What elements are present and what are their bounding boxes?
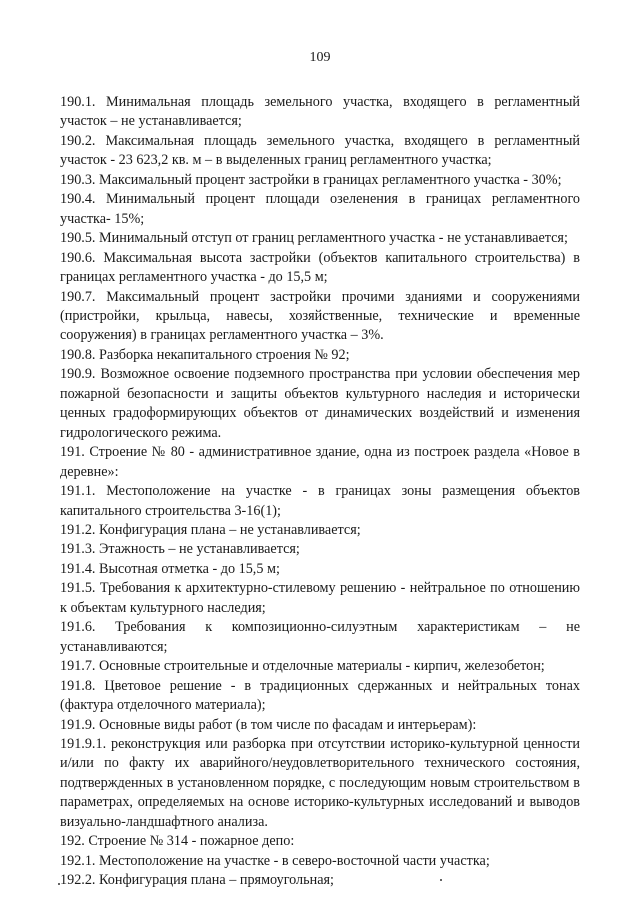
scan-speck: [58, 883, 60, 885]
paragraph-192-2: 192.2. Конфигурация плана – прямоугольная;: [60, 872, 334, 889]
paragraph-191-1: 191.1. Местоположение на участке - в границах зоны размещения объектов капитального строительства 3-16(1);: [60, 483, 580, 519]
paragraph-191-4: 191.4. Высотная отметка - до 15,5 м;: [60, 560, 280, 577]
paragraph-190-1: 190.1. Минимальная площадь земельного участка, входящего в регламентный участок – не устанавливается;: [60, 94, 580, 130]
scan-speck: [440, 879, 442, 881]
paragraph-190-2: 190.2. Максимальная площадь земельного участка, входящего в регламентный участок - 23 623,2 кв. м – в выделенных границ регламентного участка;: [60, 132, 580, 169]
paragraph-191-5: 191.5. Требования к архитектурно-стилевому решению - нейтральное по отношению к объектам культурного наследия;: [60, 580, 580, 616]
paragraph-191-3: 191.3. Этажность – не устанавливается;: [60, 541, 300, 558]
paragraph-190-3: 190.3. Максимальный процент застройки в границах регламентного участка - 30%;: [60, 171, 562, 188]
paragraph-192: 192. Строение № 314 - пожарное депо:: [60, 833, 295, 850]
paragraph-191: 191. Строение № 80 - административное здание, одна из построек раздела «Новое в деревне»:: [60, 444, 580, 480]
paragraph-191-8: 191.8. Цветовое решение - в традиционных сдержанных и нейтральных тонах (фактура отделочного материала);: [60, 677, 580, 714]
paragraph-190-5: 190.5. Минимальный отступ от границ регламентного участка - не устанавливается;: [60, 230, 568, 247]
paragraph-190-9: 190.9. Возможное освоение подземного пространства при условии обеспечения мер пожарной безопасности и защиты объектов культурного наследия и исторически ценных градоформирующих объектов от динамических воздействий и изменения гидрологического режима.: [60, 366, 580, 441]
paragraph-190-7: 190.7. Максимальный процент застройки прочими зданиями и сооружениями (пристройки, крыльца, навесы, хозяйственные, технические и временные сооружения) в границах регламентного участка – 3%.: [60, 288, 580, 344]
paragraph-191-6: 191.6. Требования к композиционно-силуэтным характеристикам – не устанавливаются;: [60, 619, 580, 655]
paragraph-190-6: 190.6. Максимальная высота застройки (объектов капитального строительства) в границах регламентного участка - до 15,5 м;: [60, 249, 580, 286]
paragraph-191-7: 191.7. Основные строительные и отделочные материалы - кирпич, железобетон;: [60, 658, 545, 675]
paragraph-190-4: 190.4. Минимальный процент площади озеленения в границах регламентного участка- 15%;: [60, 191, 580, 227]
paragraph-191-9-1: 191.9.1. реконструкция или разборка при отсутствии историко-культурной ценности и/или по факту их аварийного/неудовлетворительного технического состояния, подтвержденных в установленном порядке, с последующим новым строительством в параметрах, определяемых на основе историко-культурных исследований и выводов визуально-ландшафтного анализа.: [60, 735, 580, 830]
page-number: 109: [309, 50, 331, 65]
paragraph-190-8: 190.8. Разборка некапитального строения № 92;: [60, 346, 350, 363]
paragraph-192-1: 192.1. Местоположение на участке - в северо-восточной части участка;: [60, 852, 490, 869]
paragraph-191-9: 191.9. Основные виды работ (в том числе по фасадам и интерьерам):: [60, 716, 477, 733]
paragraph-191-2: 191.2. Конфигурация плана – не устанавливается;: [60, 521, 361, 538]
document-body: [60, 93, 580, 891]
